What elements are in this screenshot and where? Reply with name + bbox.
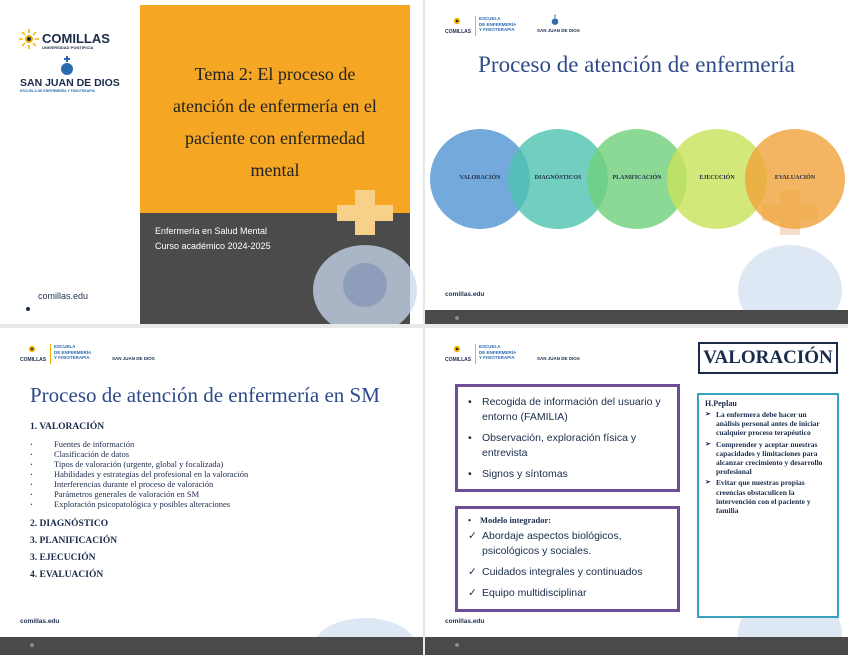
footer-url: comillas.edu [445,618,485,625]
header-divider [475,16,476,36]
slide-title: Proceso de atención de enfermería en SM [30,383,380,407]
step-label: DIAGNÓSTICOS [534,175,582,181]
check-item: ✓ Cuidados integrales y continuados [468,565,667,580]
section-heading: 4. EVALUACIÓN [30,570,104,580]
peplau-item: ➢ La enfermera debe hacer un análisis personal antes de iniciar cualquier proceso terapéutico [705,410,831,438]
peplau-heading: H.Peplau [705,399,737,408]
title-line: Tema 2: El proceso de [194,64,356,84]
footer-url: comillas.edu [445,291,485,298]
subitem: · Interferencias durante el proceso de valoración [30,479,248,489]
header-comillas: COMILLAS [445,29,472,35]
peplau-item: ➢ Comprender y aceptar nuestras capacidades y limitaciones para alcanzar crecimiento y desarrollo profesional [705,440,831,477]
header-escuela-line: ESCUELA [479,16,501,21]
course-name: Enfermería en Salud Mental [155,226,268,236]
bullet-item: • Observación, exploración física y entrevista [468,431,667,461]
header-escuela-line: Y FISIOTERAPIA [479,355,515,360]
header-escuela-line: DE ENFERMERÍA [479,21,517,27]
header-logo [445,342,615,366]
header-logo [20,342,190,366]
subitem: · Fuentes de información [30,439,248,449]
header-escuela-line: ESCUELA [54,344,76,349]
slide-process-sm-index[interactable] [0,328,423,655]
header-escuela [54,344,91,361]
header-divider [475,344,476,364]
header-comillas: COMILLAS [20,357,47,363]
model-heading: • Modelo integrador: [468,515,667,525]
header-sjd: SAN JUAN DE DIOS [112,356,155,361]
header-escuela-line: Y FISIOTERAPIA [479,27,515,32]
header-logo [445,14,615,38]
header-divider [50,344,51,364]
sjd-subname: ESCUELA DE ENFERMERÍA Y FISIOTERAPIA [20,89,96,93]
slide-process-overview[interactable] [425,0,848,324]
header-escuela [479,16,516,33]
course-info [155,224,395,254]
academic-year: Curso académico 2024-2025 [155,241,271,251]
model-box [455,506,680,612]
section-heading: 3. PLANIFICACIÓN [30,536,118,546]
footer-bar [425,310,848,324]
section-heading: 2. DIAGNÓSTICO [30,519,109,529]
step-label: VALORACIÓN [459,175,501,181]
footer-bar [0,637,423,655]
sun-emblem-icon [25,342,39,356]
sun-emblem-icon [450,342,464,356]
header-escuela-line: ESCUELA [479,344,501,349]
comillas-logo [18,28,128,50]
san-juan-de-dios-logo [20,56,120,96]
header-sjd: SAN JUAN DE DIOS [537,28,580,33]
footer-bar [425,637,848,655]
slide-valoracion[interactable] [425,328,848,655]
footer-url: comillas.edu [20,618,60,625]
title-line: mental [250,160,300,180]
sun-emblem-icon [450,14,464,28]
header-sjd: SAN JUAN DE DIOS [537,356,580,361]
slide-title: Proceso de atención de enfermería [478,52,795,77]
index-list [30,422,248,580]
step-label: PLANIFICACIÓN [612,175,662,181]
header-escuela [479,344,516,361]
subitem: · Tipos de valoración (urgente, global y focalizada) [30,459,248,469]
title-line: paciente con enfermedad [185,128,365,148]
section-heading: 3. EJECUCIÓN [30,553,96,563]
check-item: ✓ Equipo multidisciplinar [468,586,667,601]
comillas-subname: UNIVERSIDAD PONTIFICIA [42,45,94,50]
footer-dot [26,307,30,311]
bullet-item: • Signos y síntomas [468,467,667,482]
peplau-item: ➢ Evitar que nuestras propias creencias obstaculicen la intervención con el paciente y familia [705,478,831,515]
subitem: · Exploración psicopatológica y posibles alteraciones [30,499,248,509]
peplau-box [697,393,839,618]
header-escuela-line: Y FISIOTERAPIA [54,355,90,360]
footer-url: comillas.edu [38,291,89,301]
header-comillas: COMILLAS [445,357,472,363]
subitem: · Habilidades y estrategias del profesional en la valoración [30,469,248,479]
comillas-wordmark: COMILLAS [42,31,110,46]
bullet-item: • Recogida de información del usuario y entorno (FAMILIA) [468,395,667,425]
subitem: · Clasificación de datos [30,449,248,459]
pomegranate-cross-icon [56,56,78,76]
section-heading: 1. VALORACIÓN [30,422,105,432]
header-escuela-line: DE ENFERMERÍA [54,349,92,355]
collection-box [455,384,680,492]
slide-title: VALORACIÓN [698,342,838,374]
title-line: atención de enfermería en el [173,96,377,116]
sun-emblem-icon [18,28,40,50]
slide-title-cover[interactable] [0,0,423,324]
pomegranate-cross-icon [549,14,561,26]
check-item: ✓ Abordaje aspectos biológicos, psicológicos y sociales. [468,529,667,559]
subitem: · Parámetros generales de valoración en SM [30,489,248,499]
header-escuela-line: DE ENFERMERÍA [479,349,517,355]
step-label: EJECUCIÓN [699,175,735,181]
sjd-wordmark: SAN JUAN DE DIOS [20,77,120,89]
step-label: EVALUACIÓN [774,175,816,181]
monstrance-decoration-icon [305,185,423,324]
presentation-title [150,58,400,186]
